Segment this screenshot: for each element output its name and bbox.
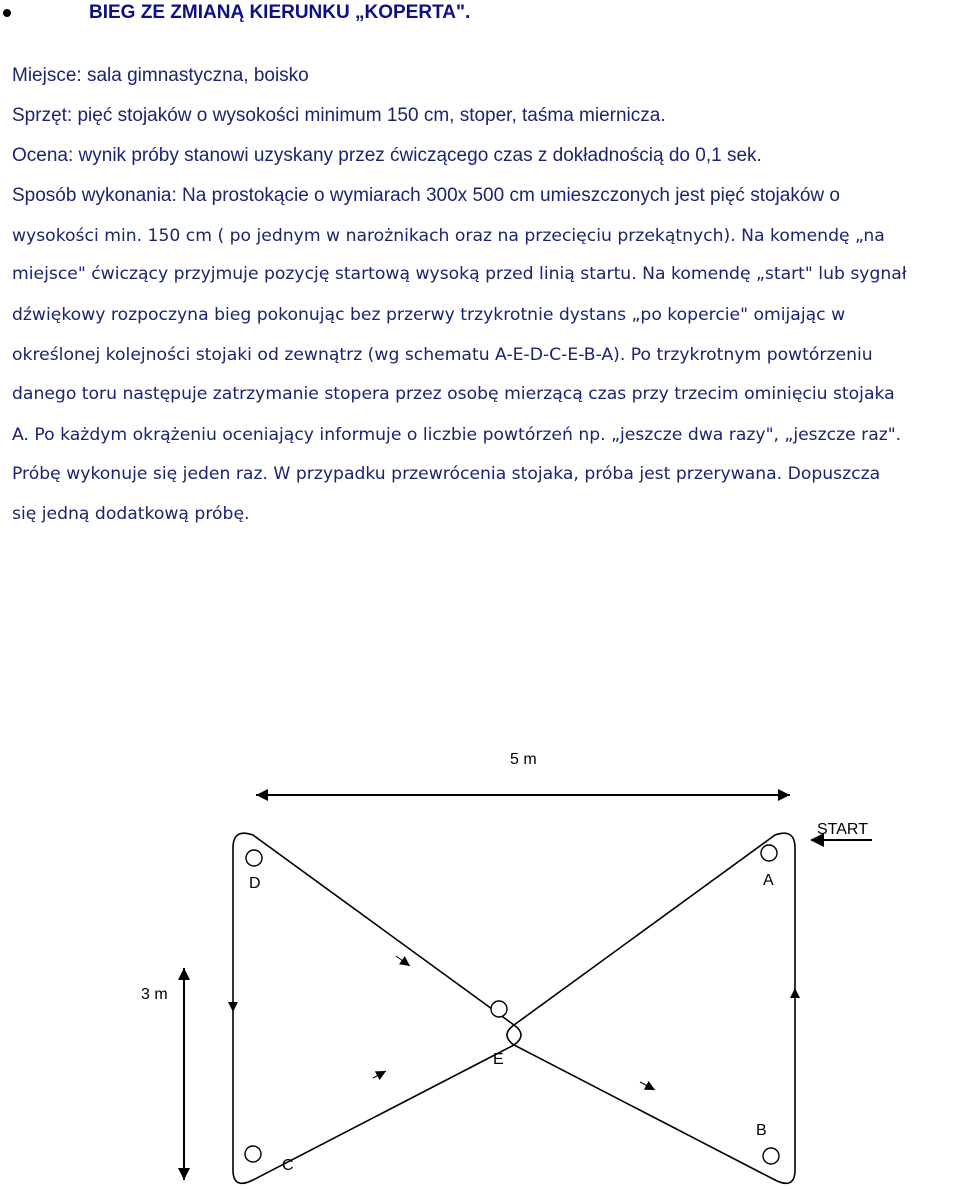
text-line: A. Po każdym okrążeniu oceniający informuje o liczbie powtórzeń np. „jeszcze dwa razy", „jeszcze raz". xyxy=(12,425,902,445)
arrowhead-icon xyxy=(178,1168,190,1180)
arrowhead-icon xyxy=(256,789,268,801)
text-line: Próbę wykonuje się jeden raz. W przypadku przewrócenia stojaka, próba jest przerywana. Dopuszcza xyxy=(12,464,881,484)
height-label: 3 m xyxy=(141,986,168,1003)
post-a xyxy=(761,845,777,861)
bullet-icon xyxy=(3,9,11,17)
post-e xyxy=(491,1001,507,1017)
start-label: START xyxy=(817,821,868,838)
direction-arrows xyxy=(233,956,795,1090)
text-line: Sposób wykonania: Na prostokącie o wymiarach 300x 500 cm umieszczonych jest pięć stojaków o xyxy=(12,185,840,206)
course-diagram xyxy=(0,700,960,1189)
text-line: się jedną dodatkową próbę. xyxy=(12,504,250,524)
width-label: 5 m xyxy=(510,751,537,768)
post-label-d: D xyxy=(249,875,261,892)
heading-text: BIEG ZE ZMIANĄ KIERUNKU „KOPERTA". xyxy=(89,2,471,23)
running-path xyxy=(233,833,795,1183)
text-line: Ocena: wynik próby stanowi uzyskany przez ćwiczącego czas z dokładnością do 0,1 sek. xyxy=(12,145,762,166)
arrowhead-icon xyxy=(178,968,190,980)
text-line: Sprzęt: pięć stojaków o wysokości minimum 150 cm, stoper, taśma miernicza. xyxy=(12,105,666,126)
text-line: danego toru następuje zatrzymanie stopera przez osobę mierzącą czas przy trzecim ominięciu stojaka xyxy=(12,384,895,404)
post-c xyxy=(245,1146,261,1162)
post-b xyxy=(763,1148,779,1164)
post-label-b: B xyxy=(756,1122,767,1139)
post-label-c: C xyxy=(282,1157,294,1174)
text-line: miejsce" ćwiczący przyjmuje pozycję startową wysoką przed linią startu. Na komendę „start" lub sygnał xyxy=(12,264,907,284)
post-d xyxy=(246,850,262,866)
text-line: wysokości min. 150 cm ( po jednym w narożnikach oraz na przecięciu przekątnych). Na komendę „na xyxy=(12,226,885,246)
post-label-a: A xyxy=(763,872,774,889)
text-line: dźwiękowy rozpoczyna bieg pokonując bez przerwy trzykrotnie dystans „po kopercie" omijając w xyxy=(12,305,846,325)
post-label-e: E xyxy=(493,1051,504,1068)
text-line: Miejsce: sala gimnastyczna, boisko xyxy=(12,65,309,86)
page-heading xyxy=(0,0,960,30)
text-line: określonej kolejności stojaki od zewnątrz (wg schematu A-E-D-C-E-B-A). Po trzykrotnym powtórzeniu xyxy=(12,345,873,365)
arrowhead-icon xyxy=(778,789,790,801)
